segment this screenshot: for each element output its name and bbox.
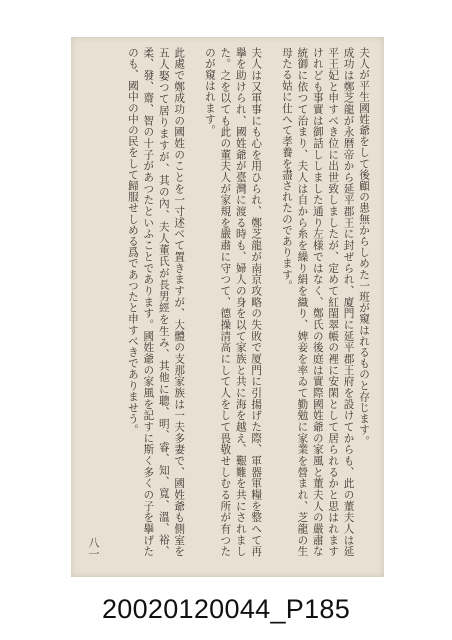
- paragraph-3: 夫人は又軍事にも心を用ひられ、鄭芝龍が南京攻略の失敗で厦門に引揚げた際、軍器軍糧を整へて再擧を助けられ、國姓爺が臺灣に渡る時も、婦人の身を以て家族と共に海を越え、艱難を共にされました。之を以ても此の董夫人が家規を嚴肅に守つて、德操清高にして人をして畏敬せしむる所が有つたのが窺はれます。: [203, 47, 263, 557]
- paragraph-1: 夫人が平生國姓爺をして後顧の患無からしめた一班が窺はれるものと存じます。: [358, 47, 370, 447]
- book-page: [71, 37, 384, 577]
- paragraph-4: 此處で鄭成功の國姓のことを一寸述べて置きますが、大體の支那家族は一夫多妻で、國姓爺も側室を五人娶つて居りますが、其の內、夫人董氏が長男經を生み、其他に聰、明、睿、知、寬、溫、裕、柔、發、齋、智の十子があつたといふことであります。國姓爺の家風を記すに斯く多くの子を擧げたのも、國中の中の民をして歸服せしめる爲であつたと申すべきでありませう。: [126, 47, 186, 557]
- paragraph-2: 成功は鄭芝龍が永暦帝から延平郡王に封ぜられ、廈門に延平郡王府を設けてからも、此の董夫人は延平王妃と申すべき位に出世致しましたが、定めて紅閨翠帳の裡に安閑として居られるかと思はれますけれども事實は御話ししました通り左様ではなく、鄭氏の後庭は實際國姓爺の家風と董夫人の嚴肅な統御に依つて治まり、夫人は自から糸を繰り絹を織り、婢妾を率ゐて勤勉に家業を營まれ、芝龍の生母たる姑に仕へて孝養を盡されたのであります。: [280, 47, 355, 557]
- page-number: 八一: [87, 537, 100, 559]
- image-id-caption: 20020120044_P185: [101, 594, 351, 624]
- vertical-text-block: [87, 47, 371, 557]
